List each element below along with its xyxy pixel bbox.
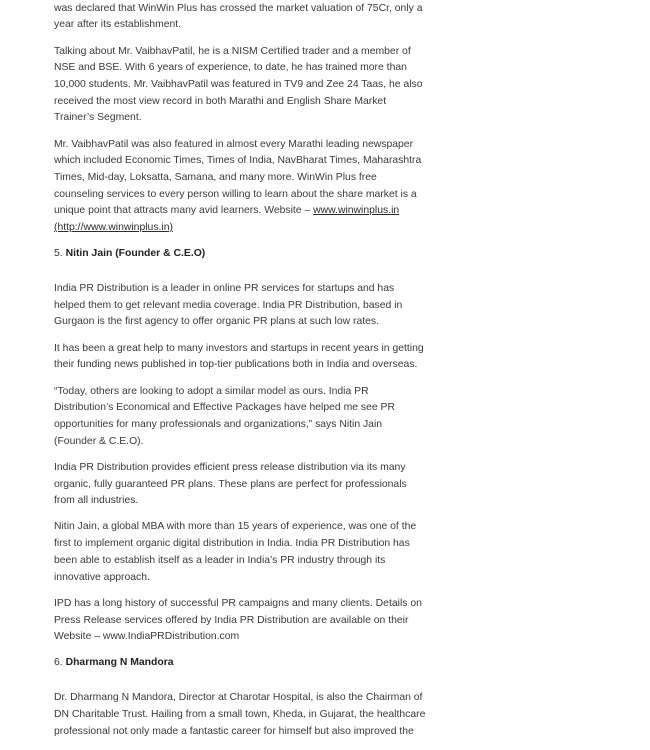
article-paragraph-with-link [54, 137, 426, 237]
article-body [54, 0, 426, 750]
article-paragraph: IPD has a long history of successful PR campaigns and many clients. Details on Press Release services offered by India PR Distribution are available on their Website – www.IndiaPRDistribution.com [54, 597, 422, 643]
article-paragraph: Talking about Mr. VaibhavPatil, he is a NISM Certified trader and a member of NSE and BSE. With 6 years of experience, to date, he has trained more than 10,000 students. Mr. VaibhavPatil was featured in TV9 and Zee 24 Taas, he also received the most view record in both Marathi and English Share Market Trainer’s Segment. [54, 45, 423, 124]
article-paragraph: Dr. Dharmang N Mandora, Director at Charotar Hospital, is also the Chairman of DN Charitable Trust. Hailing from a small town, Kheda, in Gujarat, the healthcare professional not only made a fantastic career for himself but also improved the [54, 692, 426, 737]
article-paragraph: It has been a great help to many investors and startups in recent years in getting their funding news published in top-tier publications both in India and overseas. [54, 342, 424, 371]
section-number: 5. [54, 248, 66, 260]
section-heading-6 [54, 655, 426, 672]
section-title: Dharmang N Mandora [65, 657, 174, 669]
section-title: Nitin Jain (Founder & C.E.O) [65, 248, 206, 260]
section-number: 6. [54, 657, 66, 669]
article-paragraph: India PR Distribution is a leader in online PR services for startups and has helped them to get relevant media coverage. India PR Distribution, based in Gurgaon is the first agency to offer organic PR plans at such low rates. [54, 283, 403, 328]
section-heading-5 [54, 246, 426, 263]
article-paragraph: India PR Distribution provides efficient press release distribution via its many organic, fully guaranteed PR plans. These plans are perfect for professionals from all industries. [54, 461, 407, 507]
article-paragraph: was declared that WinWin Plus has crossed the market valuation of 75Cr, only a year after its establishment. [54, 2, 423, 31]
paragraph-text: Mr. VaibhavPatil was also featured in almost every Marathi leading newspaper which included Economic Times, Times of India, NavBharat Times, Maharashtra Times, Mid-day, Loksatta, Samana, and many more. WinWin Plus free counseling services to every person willing to learn about the share market is a unique point that attracts many avid learners. Website – [54, 138, 422, 217]
website-link[interactable]: www.winwinplus.in (http://www.winwinplus.in) [54, 205, 400, 234]
article-paragraph: “Today, others are looking to adopt a similar model as ours. India PR Distribution’s Economical and Effective Packages have helped me see PR opportunities for many professionals and organizations,” says Nitin Jain (Founder & C.E.O). [54, 385, 395, 447]
article-paragraph: Nitin Jain, a global MBA with more than 15 years of experience, was one of the first to implement organic digital distribution in India. India PR Distribution has been able to establish itself as a leader in India’s PR industry through its innovative approach. [54, 521, 417, 583]
